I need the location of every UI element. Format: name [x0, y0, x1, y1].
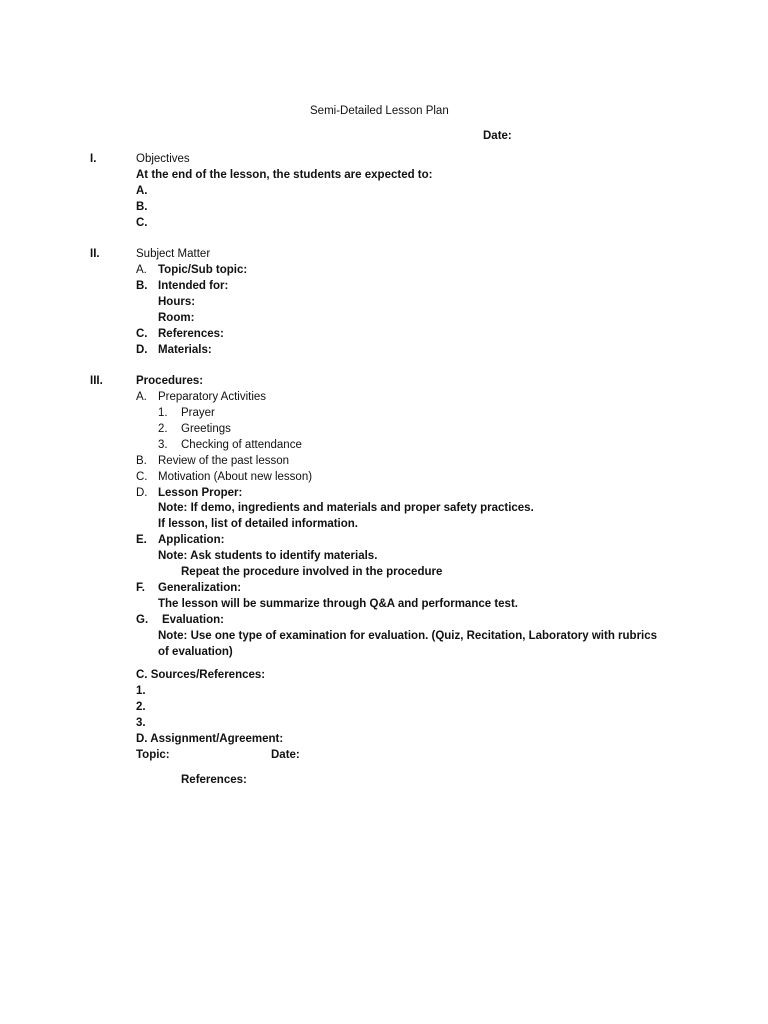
- section-numeral-subject-matter: II.: [90, 248, 100, 260]
- evaluation-label: Evaluation:: [162, 614, 224, 626]
- source-item: 2.: [136, 701, 146, 713]
- review-item: Review of the past lesson: [158, 455, 290, 467]
- room-label: Room:: [158, 312, 195, 324]
- assignment-date-label: Date:: [271, 749, 300, 761]
- materials-label: Materials:: [158, 344, 212, 356]
- application-note-2: Repeat the procedure involved in the procedure: [181, 566, 443, 578]
- objective-item: C.: [136, 217, 148, 229]
- objective-item: A.: [136, 185, 148, 197]
- evaluation-note-2: of evaluation): [158, 646, 233, 658]
- list-marker: B.: [136, 455, 147, 467]
- document-title: Semi-Detailed Lesson Plan: [310, 105, 449, 117]
- source-item: 3.: [136, 717, 146, 729]
- assignment-topic-label: Topic:: [136, 749, 170, 761]
- list-marker: 2.: [158, 423, 168, 435]
- sources-heading: C. Sources/References:: [136, 669, 266, 681]
- objective-item: B.: [136, 201, 148, 213]
- lesson-proper-note-2: If lesson, list of detailed information.: [158, 518, 358, 530]
- hours-label: Hours:: [158, 296, 196, 308]
- prayer-item: Prayer: [181, 407, 215, 419]
- list-marker: C.: [136, 328, 148, 340]
- list-marker: G.: [136, 614, 149, 626]
- topic-label: Topic/Sub topic:: [158, 264, 248, 276]
- section-numeral-procedures: III.: [90, 375, 103, 387]
- list-marker: 3.: [158, 439, 168, 451]
- objectives-heading: Objectives: [136, 153, 190, 165]
- assignment-references-label: References:: [181, 774, 247, 786]
- list-marker: C.: [136, 471, 148, 483]
- application-note: Note: Ask students to identify materials.: [158, 550, 378, 562]
- evaluation-note: Note: Use one type of examination for evaluation. (Quiz, Recitation, Laboratory with rubrics: [158, 630, 658, 642]
- greetings-item: Greetings: [181, 423, 231, 435]
- preparatory-activities: Preparatory Activities: [158, 391, 267, 403]
- list-marker: A.: [136, 391, 147, 403]
- subject-matter-heading: Subject Matter: [136, 248, 211, 260]
- motivation-item: Motivation (About new lesson): [158, 471, 313, 483]
- list-marker: E.: [136, 534, 147, 546]
- lesson-proper-note: Note: If demo, ingredients and materials and proper safety practices.: [158, 502, 534, 514]
- list-marker: B.: [136, 280, 148, 292]
- intended-for-label: Intended for:: [158, 280, 229, 292]
- generalization-note: The lesson will be summarize through Q&A and performance test.: [158, 598, 518, 610]
- objectives-intro: At the end of the lesson, the students are expected to:: [136, 169, 433, 181]
- source-item: 1.: [136, 685, 146, 697]
- list-marker: F.: [136, 582, 145, 594]
- list-marker: D.: [136, 344, 148, 356]
- lesson-proper-label: Lesson Proper:: [158, 487, 243, 499]
- attendance-item: Checking of attendance: [181, 439, 302, 451]
- procedures-heading: Procedures:: [136, 375, 204, 387]
- assignment-heading: D. Assignment/Agreement:: [136, 733, 284, 745]
- section-numeral-objectives: I.: [90, 153, 97, 165]
- date-label: Date:: [483, 130, 512, 142]
- list-marker: 1.: [158, 407, 168, 419]
- list-marker: A.: [136, 264, 147, 276]
- list-marker: D.: [136, 487, 148, 499]
- references-label: References:: [158, 328, 224, 340]
- application-label: Application:: [158, 534, 225, 546]
- generalization-label: Generalization:: [158, 582, 242, 594]
